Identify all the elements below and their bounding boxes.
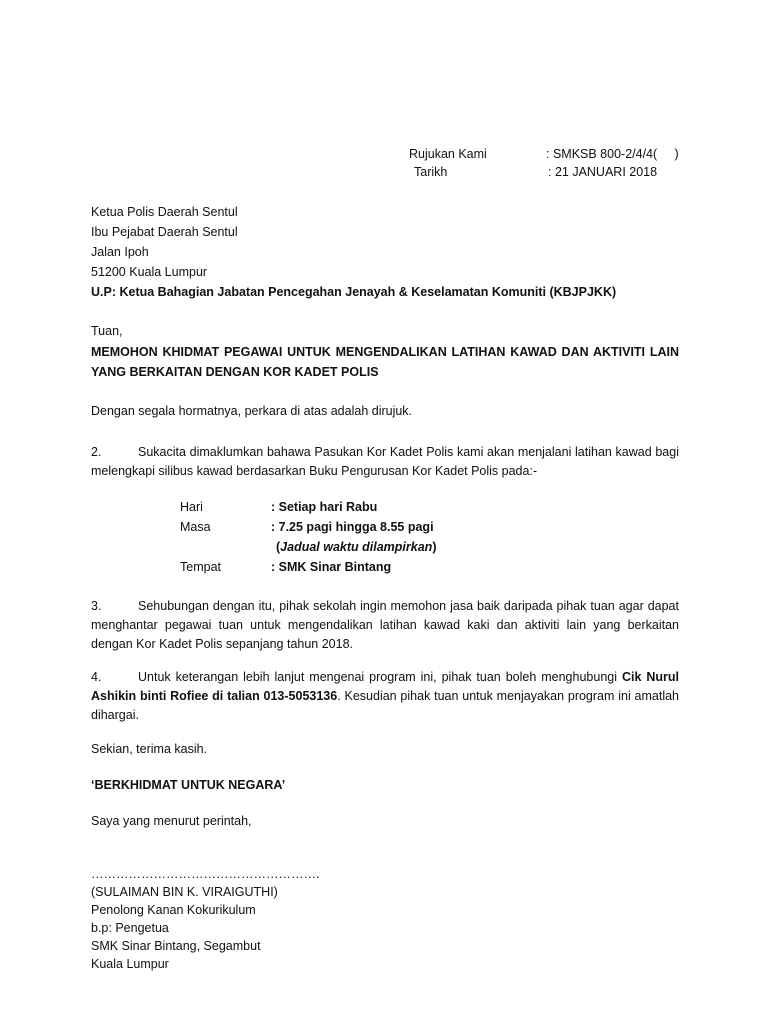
schedule-value: : Setiap hari Rabu [271, 500, 378, 514]
subject [91, 342, 679, 382]
schedule [180, 497, 436, 577]
recipient-address [91, 202, 616, 302]
paragraph-text: Untuk keterangan lebih lanjut mengenai program ini, pihak tuan boleh menghubungi [138, 670, 622, 684]
subject-line: YANG BERKAITAN DENGAN KOR KADET POLIS [91, 365, 379, 379]
schedule-value: : SMK Sinar Bintang [271, 560, 392, 574]
intro-paragraph: Dengan segala hormatnya, perkara di atas adalah dirujuk. [91, 404, 413, 418]
paragraph-number: 2. [91, 445, 102, 459]
paragraph-text: Sehubungan dengan itu, pihak sekolah ingin memohon jasa baik daripada pihak tuan agar dapat [138, 599, 679, 613]
paragraph-number: 3. [91, 599, 102, 613]
schedule-label: Masa [180, 520, 211, 534]
contact-name: Cik Nurul [621, 670, 679, 684]
reference-number-value: : SMKSB 800-2/4/4( ) [546, 147, 679, 161]
subject-line: MEMOHON KHIDMAT PEGAWAI UNTUK MENGENDALIKAN LATIHAN KAWAD DAN AKTIVITI LAIN [91, 345, 679, 359]
schedule-note: (Jadual waktu dilampirkan) [276, 540, 437, 554]
paragraph-text: . Kesudian pihak tuan untuk menjayakan program ini amatlah [337, 689, 680, 703]
reference-number-label: Rujukan Kami [409, 147, 487, 161]
closing: Sekian, terima kasih. [91, 742, 208, 756]
paragraph-text: Sukacita dimaklumkan bahawa Pasukan Kor Kadet Polis kami akan menjalani latihan kawad bagi [138, 445, 679, 459]
paragraph-text: dihargai. [91, 708, 139, 722]
signatory-bp: b.p: Pengetua [91, 921, 169, 935]
signature-block [91, 865, 319, 973]
paragraph-text: dengan Kor Kadet Polis sepanjang tahun 2018. [91, 637, 354, 651]
contact-details: Ashikin binti Rofiee di talian 013-5053136 [91, 689, 338, 703]
school-name: SMK Sinar Bintang, Segambut [91, 939, 261, 953]
recipient-line: Ibu Pejabat Daerah Sentul [91, 225, 238, 239]
schedule-row-masa [180, 517, 436, 537]
paragraph-text: melengkapi silibus kawad berdasarkan Buku Pengurusan Kor Kadet Polis pada:- [91, 464, 538, 478]
schedule-note-text: Jadual waktu dilampirkan [280, 540, 433, 554]
recipient-line: Jalan Ipoh [91, 245, 149, 259]
schedule-row-hari [180, 497, 436, 517]
paragraph-number: 4. [91, 670, 102, 684]
schedule-label: Tempat [180, 560, 221, 574]
attention-line: U.P: Ketua Bahagian Jabatan Pencegahan Jenayah & Keselamatan Komuniti (KBJPJKK) [91, 285, 617, 299]
salutation: Tuan, [91, 324, 123, 338]
date-label: Tarikh [414, 165, 448, 179]
paragraph-2 [91, 443, 679, 481]
schedule-value: : 7.25 pagi hingga 8.55 pagi [271, 520, 434, 534]
school-city: Kuala Lumpur [91, 957, 169, 971]
schedule-label: Hari [180, 500, 203, 514]
signatory-name: (SULAIMAN BIN K. VIRAIGUTHI) [91, 885, 278, 899]
recipient-line: Ketua Polis Daerah Sentul [91, 205, 238, 219]
schedule-row-tempat [180, 557, 436, 577]
paragraph-3 [91, 597, 679, 654]
signature-line: ………………………………………………. [91, 867, 320, 881]
sign-off: Saya yang menurut perintah, [91, 814, 252, 828]
motto: ‘BERKHIDMAT UNTUK NEGARA’ [91, 778, 286, 792]
paragraph-text: menghantar pegawai tuan untuk mengendalikan latihan kawad kaki dan aktiviti lain yang berkaitan [91, 618, 679, 632]
signatory-title: Penolong Kanan Kokurikulum [91, 903, 256, 917]
paragraph-4 [91, 668, 679, 725]
date-value: : 21 JANUARI 2018 [548, 165, 658, 179]
recipient-line: 51200 Kuala Lumpur [91, 265, 208, 279]
